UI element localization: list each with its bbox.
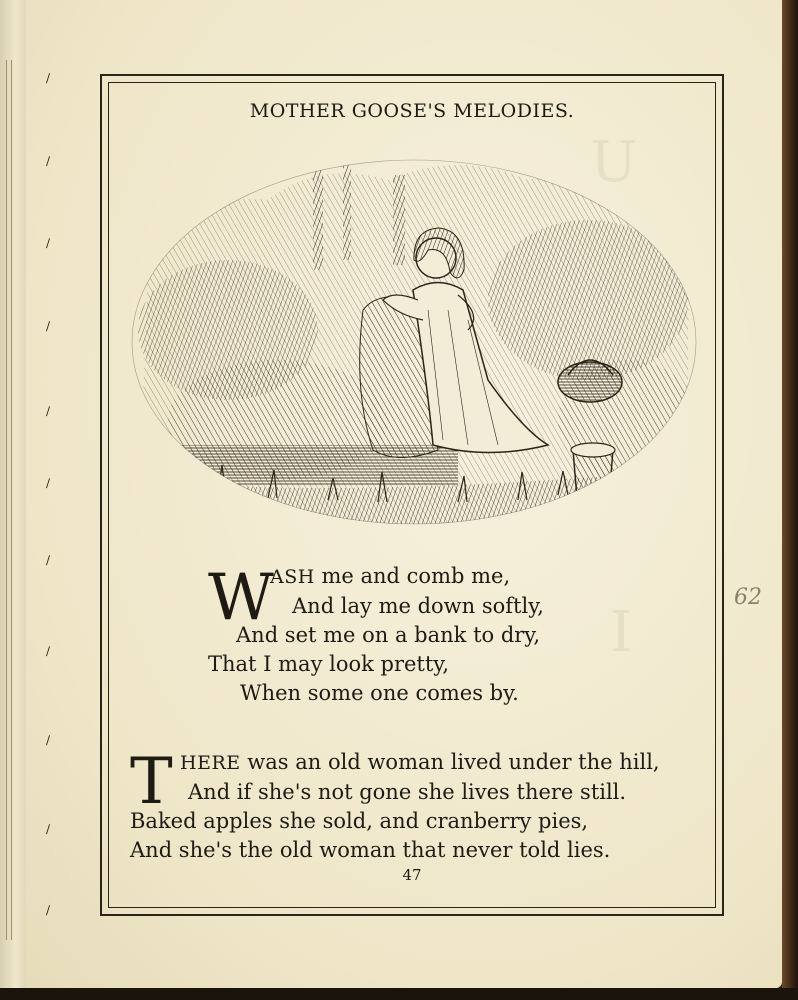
show-through-glyph: I	[610, 600, 633, 665]
poem-old-woman	[130, 745, 710, 865]
small-caps-word: HERE	[180, 752, 241, 774]
book-cover-edge	[782, 0, 798, 1000]
poem-line: When some one comes by.	[240, 681, 519, 705]
binding-thread-mark: ∕	[46, 154, 51, 168]
page-number: 47	[402, 866, 422, 884]
poem-line: And lay me down softly,	[292, 594, 544, 618]
poem-line: And she's the old woman that never told lies.	[130, 838, 611, 862]
bottom-shadow	[0, 988, 798, 1000]
binding-thread-mark: ∕	[46, 822, 51, 836]
spine-line	[6, 60, 12, 940]
poem-line	[130, 748, 710, 778]
drop-cap: W	[208, 561, 274, 635]
poem-wash-me	[206, 562, 606, 708]
show-through-glyph: U	[590, 130, 638, 195]
poem-line: And if she's not gone she lives there still.	[188, 780, 627, 804]
engraving-girl-on-bank-icon	[128, 150, 700, 535]
binding-thread-mark: ∕	[46, 644, 51, 658]
binding-thread-mark: ∕	[46, 236, 51, 250]
book-spine-edge	[0, 0, 27, 1000]
margin-annotation: 62	[734, 585, 762, 610]
poem-line: Baked apples she sold, and cranberry pies,	[130, 809, 589, 833]
drop-cap: T	[130, 745, 173, 819]
poem-line-text: was an old woman lived under the hill,	[240, 750, 660, 774]
binding-thread-mark: ∕	[46, 903, 51, 917]
binding-thread-mark: ∕	[46, 404, 51, 418]
binding-thread-mark: ∕	[46, 733, 51, 747]
poem-line: And set me on a bank to dry,	[236, 623, 541, 647]
binding-thread-mark: ∕	[46, 476, 51, 490]
binding-thread-mark: ∕	[46, 553, 51, 567]
page-heading: MOTHER GOOSE'S MELODIES.	[249, 100, 575, 122]
small-caps-word: ASH	[270, 566, 315, 588]
binding-thread-mark: ∕	[46, 319, 51, 333]
poem-line	[206, 562, 606, 592]
poem-line: That I may look pretty,	[208, 652, 450, 676]
binding-thread-mark: ∕	[46, 71, 51, 85]
poem-line-text: me and comb me,	[314, 564, 511, 588]
